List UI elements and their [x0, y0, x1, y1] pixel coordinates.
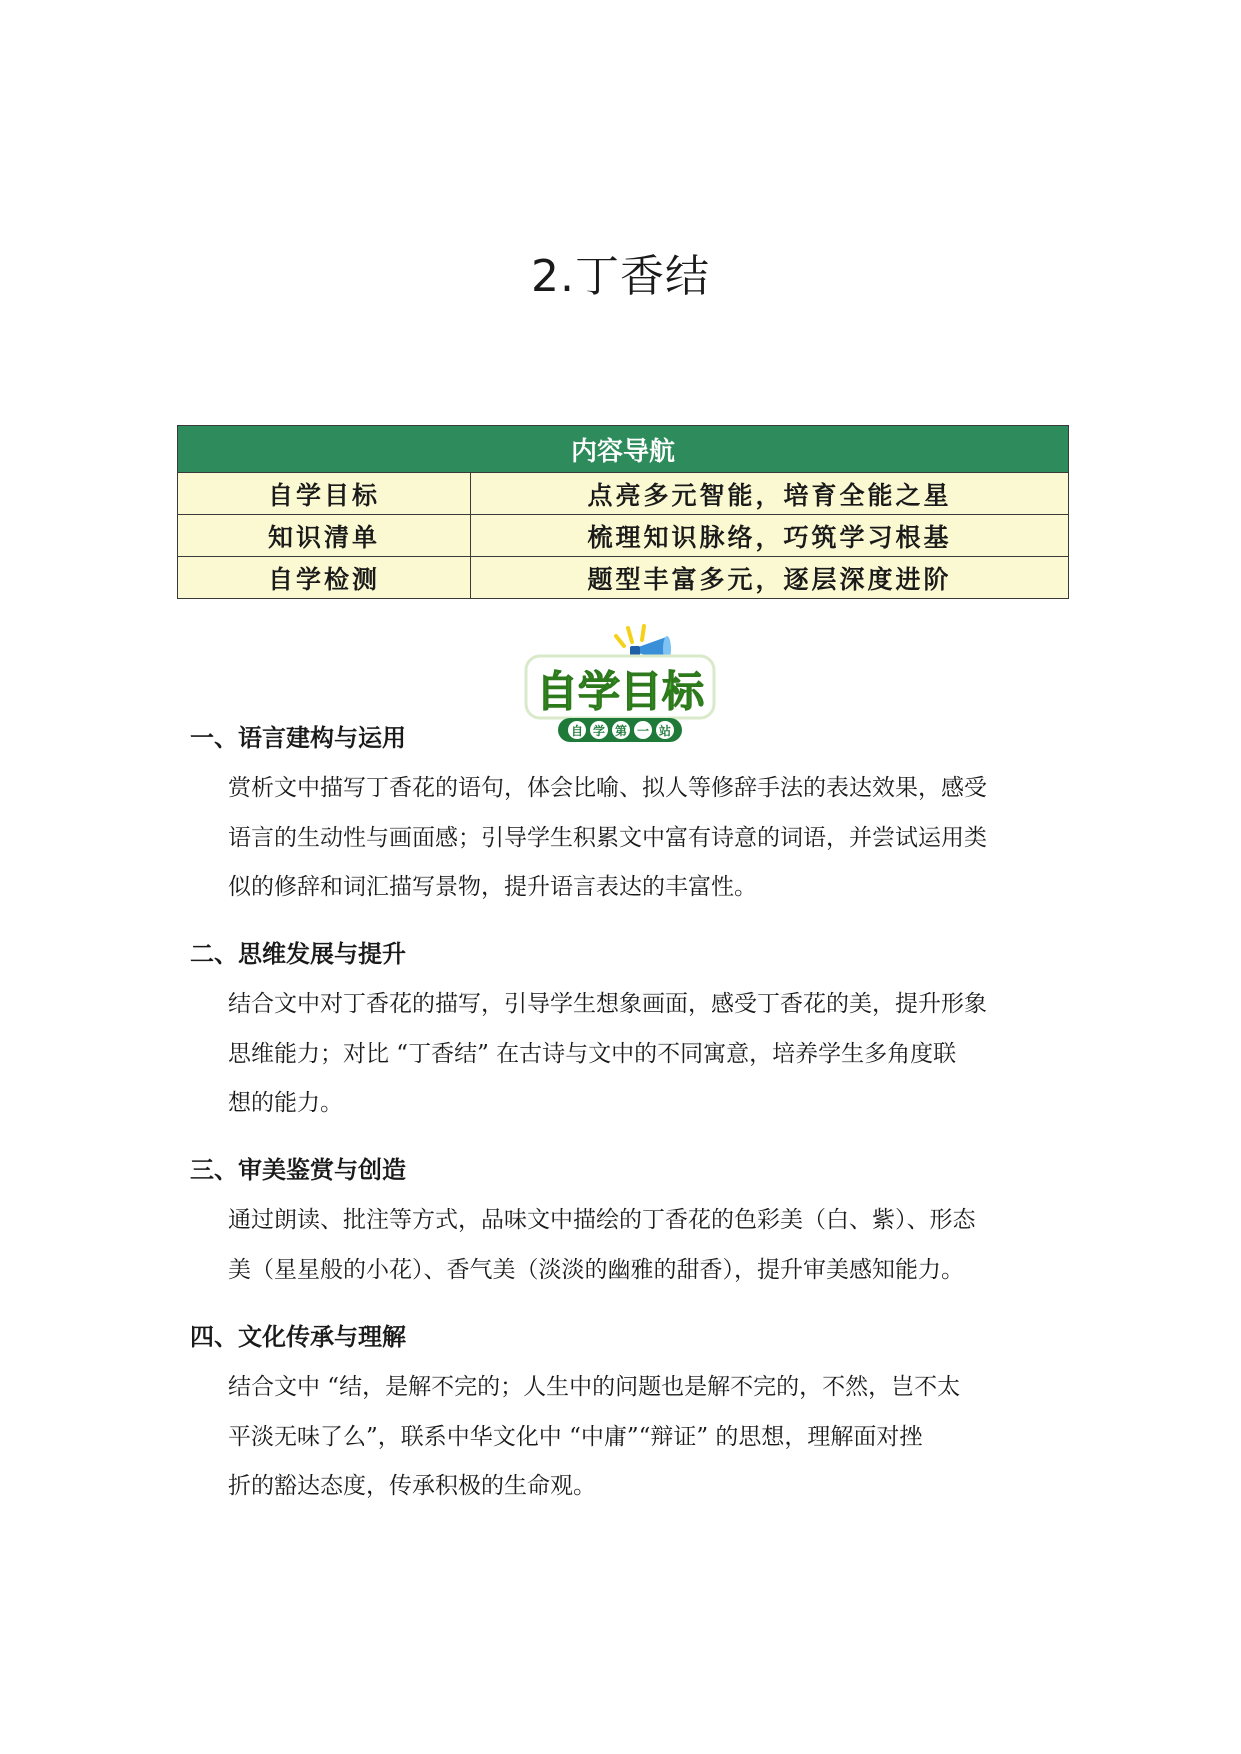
- logo-sub-char: 学: [592, 724, 606, 738]
- section-heading: 三、审美鉴赏与创造: [190, 1156, 406, 1184]
- page-title: 2.丁香结: [531, 251, 710, 302]
- nav-row-desc: 梳理知识脉络，巧筑学习根基: [471, 515, 1069, 557]
- nav-row-label: 自学检测: [178, 557, 471, 599]
- body-line: 通过朗读、批注等方式，品味文中描绘的丁香花的色彩美（白、紫）、形态: [228, 1207, 976, 1233]
- nav-row-label: 知识清单: [178, 515, 471, 557]
- body-line: 想的能力。: [228, 1090, 343, 1116]
- body-line: 赏析文中描写丁香花的语句，体会比喻、拟人等修辞手法的表达效果，感受: [228, 775, 987, 801]
- nav-table-row: [178, 473, 1069, 515]
- body-line: 似的修辞和词汇描写景物，提升语言表达的丰富性。: [228, 874, 757, 900]
- logo-sub-char: 自: [570, 724, 584, 738]
- logo-main-text: 自学目标: [535, 667, 705, 716]
- body-line: 思维能力；对比 “丁香结” 在古诗与文中的不同寓意，培养学生多角度联: [228, 1040, 957, 1067]
- self-study-goal-logo: [520, 622, 720, 747]
- body-line: 美（星星般的小花）、香气美（淡淡的幽雅的甜香），提升审美感知能力。: [228, 1256, 964, 1283]
- section-body: [228, 1196, 1054, 1295]
- nav-row-label: 自学目标: [178, 473, 471, 515]
- body-line: 折的豁达态度，传承积极的生命观。: [228, 1473, 596, 1499]
- section-heading: 二、思维发展与提升: [190, 940, 406, 968]
- nav-table-header-row: [178, 426, 1069, 473]
- section-body: [228, 1363, 1054, 1512]
- nav-table-row: [178, 515, 1069, 557]
- nav-table-header: 内容导航: [178, 426, 1069, 473]
- body-line: 平淡无味了么”，联系中华文化中 “中庸”“辩证” 的思想，理解面对挫: [228, 1423, 923, 1450]
- body-line: 结合文中 “结，是解不完的；人生中的问题也是解不完的，不然，岂不太: [228, 1374, 961, 1400]
- section-heading: 一、语言建构与运用: [190, 724, 406, 752]
- nav-row-desc: 题型丰富多元，逐层深度进阶: [471, 557, 1069, 599]
- body-line: 结合文中对丁香花的描写，引导学生想象画面，感受丁香花的美，提升形象: [228, 991, 987, 1017]
- section-body: [228, 764, 1054, 913]
- content-navigation-table: [177, 425, 1069, 599]
- section-body: [228, 980, 1054, 1129]
- nav-table-row: [178, 557, 1069, 599]
- sparkle-icon: [616, 626, 644, 646]
- nav-row-desc: 点亮多元智能，培育全能之星: [471, 473, 1069, 515]
- body-line: 语言的生动性与画面感；引导学生积累文中富有诗意的词语，并尝试运用类: [228, 824, 987, 851]
- section-heading: 四、文化传承与理解: [190, 1323, 406, 1351]
- logo-sub-char: 站: [658, 724, 672, 738]
- logo-sub-char: 一: [636, 724, 650, 738]
- logo-sub-char: 第: [614, 724, 628, 738]
- logo-sub-badge: [558, 718, 682, 742]
